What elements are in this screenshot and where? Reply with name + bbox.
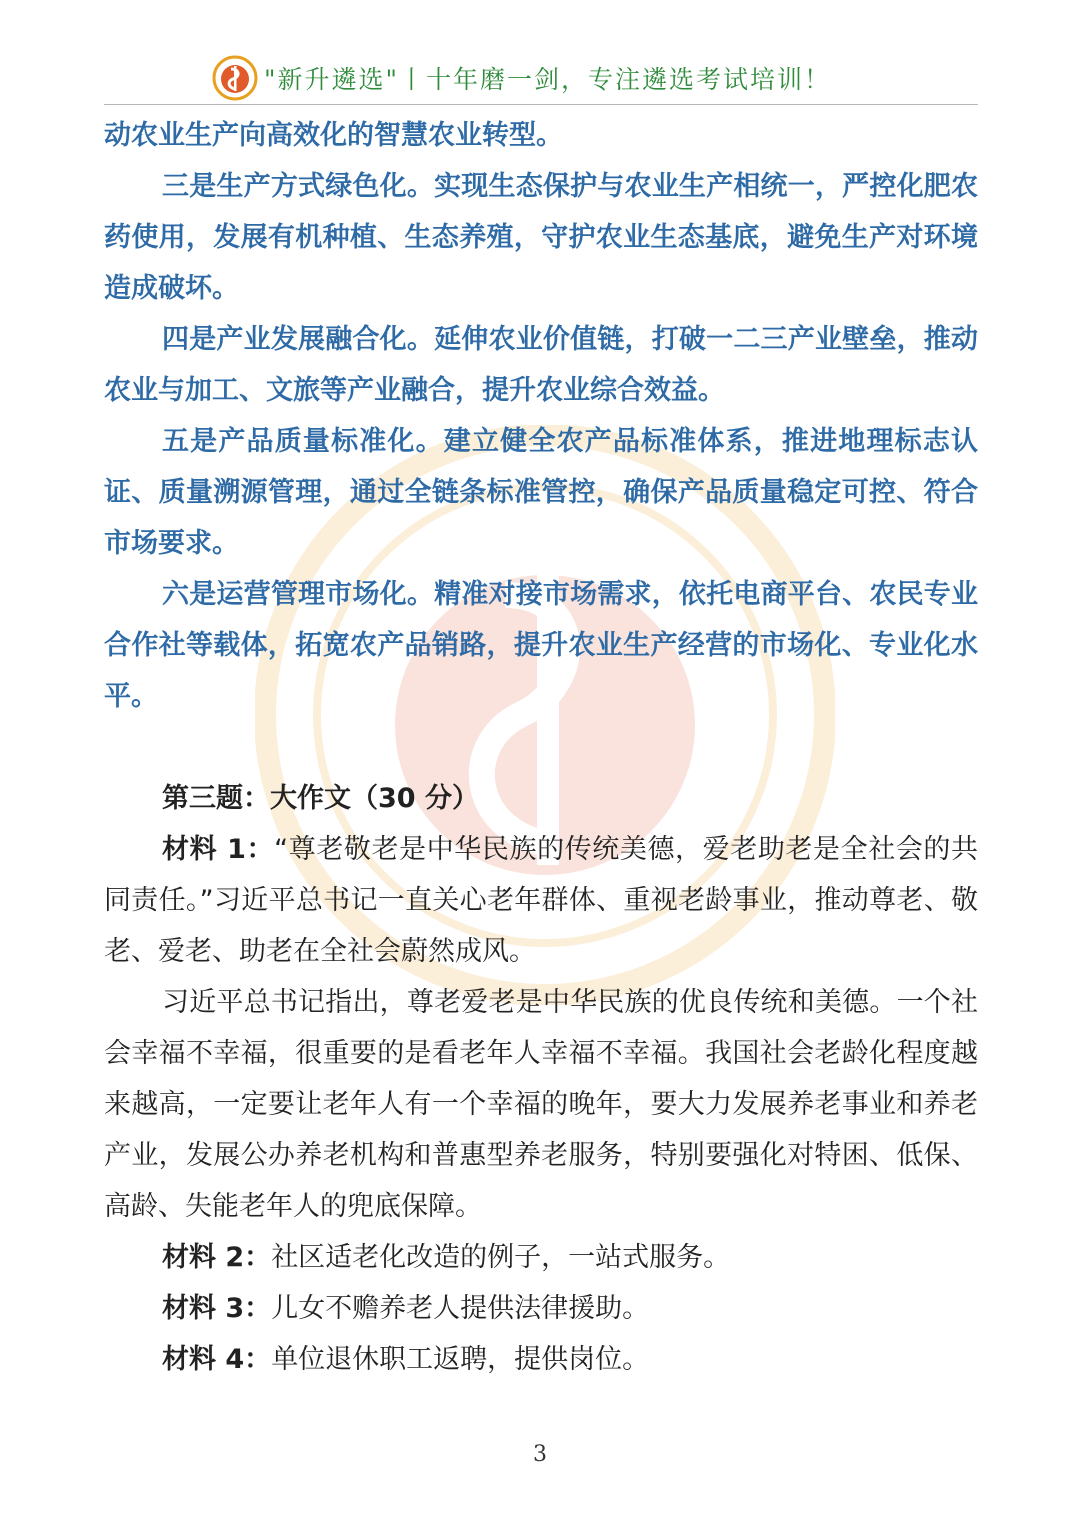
- material-label: 材料 4：: [162, 1344, 272, 1375]
- page-number: 3: [533, 1442, 547, 1467]
- header-title: "新升遴选"丨十年磨一剑，专注遴选考试培训！: [264, 65, 831, 94]
- material-label: 材料 1：: [162, 834, 275, 865]
- material-text: “尊老敬老是中华民族的传统美德，爱老助老是全社会的共同责任。”习近平总书记一直关心老年群体、重视老龄事业，推动尊老、敬老、爱老、助老在全社会蔚然成风。: [104, 834, 978, 967]
- material-text: 单位退休职工返聘，提供岗位。: [271, 1344, 650, 1375]
- answer-paragraph: 三是生产方式绿色化。实现生态保护与农业生产相统一，严控化肥农药使用，发展有机种植、生态养殖，守护农业生态基底，避免生产对环境造成破坏。: [104, 171, 978, 304]
- material-paragraph: [104, 1283, 978, 1334]
- seal-logo-icon: [212, 55, 258, 101]
- material-paragraph: [104, 1232, 978, 1283]
- answer-paragraph: 六是运营管理市场化。精准对接市场需求，依托电商平台、农民专业合作社等载体，拓宽农产品销路，提升农业生产经营的市场化、专业化水平。: [104, 579, 978, 712]
- answer-paragraph: 四是产业发展融合化。延伸农业价值链，打破一二三产业壁垒，推动农业与加工、文旅等产业融合，提升农业综合效益。: [104, 324, 978, 406]
- material-text: 社区适老化改造的例子，一站式服务。: [271, 1242, 731, 1273]
- material-paragraph: [104, 1334, 978, 1385]
- material-paragraph: 习近平总书记指出，尊老爱老是中华民族的优良传统和美德。一个社会幸福不幸福，很重要的是看老年人幸福不幸福。我国社会老龄化程度越来越高，一定要让老年人有一个幸福的晚年，要大力发展养老事业和养老产业，发展公办养老机构和普惠型养老服务，特别要强化对特困、低保、高龄、失能老年人的兜底保障。: [104, 987, 978, 1222]
- answer-paragraph: 动农业生产向高效化的智慧农业转型。: [104, 120, 563, 151]
- material-label: 材料 3：: [162, 1293, 272, 1324]
- material-paragraph: [104, 824, 978, 977]
- spacer: [104, 722, 978, 773]
- question-title: 第三题：大作文（30 分）: [162, 783, 479, 814]
- answer-paragraph: 五是产品质量标准化。建立健全农产品标准体系，推进地理标志认证、质量溯源管理，通过全链条标准管控，确保产品质量稳定可控、符合市场要求。: [104, 426, 978, 559]
- page-header: [104, 52, 978, 105]
- document-body: [104, 110, 978, 1385]
- material-text: 儿女不赡养老人提供法律援助。: [271, 1293, 650, 1324]
- material-label: 材料 2：: [162, 1242, 272, 1273]
